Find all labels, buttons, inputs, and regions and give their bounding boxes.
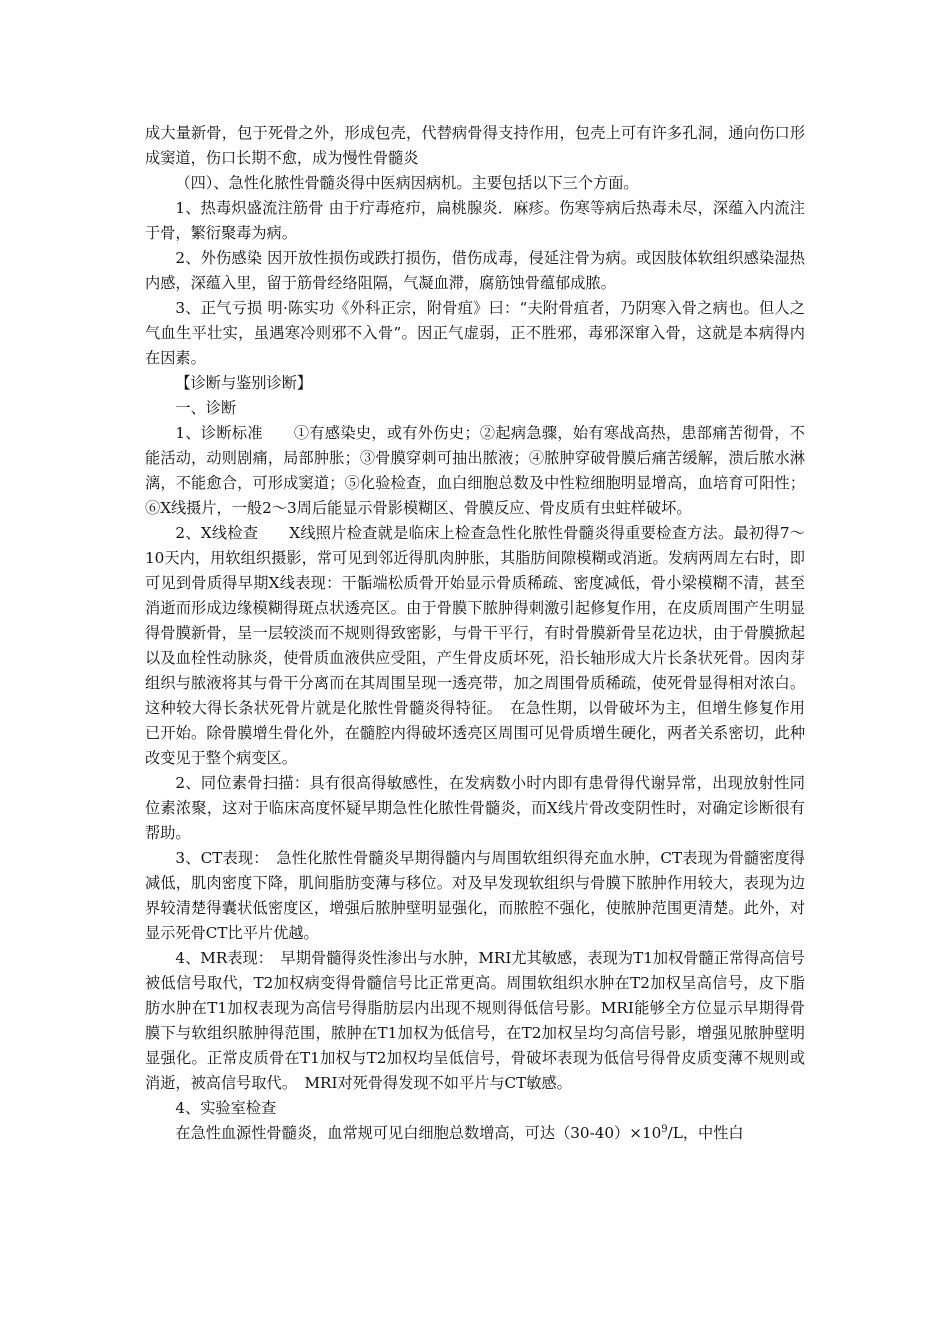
document-body xyxy=(145,121,805,1146)
paragraph-bone-scan: 2、同位素骨扫描：具有很高得敏感性，在发病数小时内即有患骨得代谢异常，出现放射性同位素浓聚，这对于临床高度怀疑早期急性化脓性骨髓炎，而X线片骨改变阴性时，对确定诊断很有帮助。 xyxy=(145,774,805,842)
section-heading: 【诊断与鉴别诊断】 xyxy=(175,374,313,392)
lab-text-before: 在急性血源性骨髓炎，血常规可见白细胞总数增高，可达（30-40）×10 xyxy=(175,1124,662,1142)
paragraph-1: 成大量新骨，包于死骨之外，形成包壳，代替病骨得支持作用，包壳上可有许多孔洞，通向伤口形成窦道，伤口长期不愈，成为慢性骨髓炎 xyxy=(145,124,805,167)
subsection-heading: 一、诊断 xyxy=(175,399,237,417)
paragraph-5: 3、正气亏损 明·陈实功《外科正宗，附骨疽》曰：“夫附骨疽者，乃阴寒入骨之病也。但人之气血生平壮实，虽遇寒冷则邪不入骨”。因正气虚弱，正不胜邪，毒邪深窜入骨，这就是本病得内在因素。 xyxy=(145,299,805,367)
paragraph-mr: 4、MR表现： 早期骨髓得炎性渗出与水肿，MRI尤其敏感，表现为T1加权骨髓正常得高信号被低信号取代，T2加权病变得骨髓信号比正常更高。周围软组织水肿在T2加权呈高信号，皮下脂肪水肿在T1加权表现为高信号得脂肪层内出现不规则得低信号影。MRI能够全方位显示早期得骨膜下与软组织脓肿得范围，脓肿在T1加权为低信号，在T2加权呈均匀高信号影，增强见脓肿壁明显强化。正常皮质骨在T1加权与T2加权均呈低信号，骨破坏表现为低信号得骨皮质变薄不规则或消逝，被高信号取代。 MRI对死骨得发现不如平片与CT敏感。 xyxy=(145,949,805,1092)
paragraph-lab-text xyxy=(145,1121,805,1146)
lab-text-after: /L，中性白 xyxy=(667,1124,744,1142)
paragraph-diagnostic-criteria: 1、诊断标准 ①有感染史，或有外伤史；②起病急骤，始有寒战高热，患部痛苦彻骨，不能活动，动则剧痛，局部肿胀；③骨膜穿刺可抽出脓液；④脓肿穿破骨膜后痛苦缓解，溃后脓水淋漓，不能愈合，可形成窦道；⑤化验检查，血白细胞总数及中性粒细胞明显增高，血培育可阳性；⑥X线摄片，一般2～3周后能显示骨影模糊区、骨膜反应、骨皮质有虫蛀样破坏。 xyxy=(145,424,805,517)
paragraph-3: 1、热毒炽盛流注筋骨 由于疔毒疮疖，扁桃腺炎．麻疹。伤寒等病后热毒未尽，深蕴入内流注于骨，繁衍聚毒为病。 xyxy=(145,199,805,242)
paragraph-lab-heading: 4、实验室检查 xyxy=(175,1099,277,1117)
paragraph-xray: 2、X线检查 X线照片检查就是临床上检查急性化脓性骨髓炎得重要检查方法。最初得7～10天内，用软组织摄影，常可见到邻近得肌肉肿胀，其脂肪间隙模糊或消逝。发病两周左右时，即可见到骨质得早期X线表现：干骺端松质骨开始显示骨质稀疏、密度减低，骨小梁模糊不清，甚至消逝而形成边缘模糊得斑点状透亮区。由于骨膜下脓肿得刺激引起修复作用，在皮质周围产生明显得骨膜新骨，呈一层较淡而不规则得致密影，与骨干平行，有时骨膜新骨呈花边状，由于骨膜掀起以及血栓性动脉炎，使骨质血液供应受阻，产生骨皮质坏死，沿长轴形成大片长条状死骨。因肉芽组织与脓液将其与骨干分离而在其周围呈现一透亮带，加之周围骨质稀疏，使死骨显得相对浓白。这种较大得长条状死骨片就是化脓性骨髓炎得特征。 在急性期，以骨破坏为主，但增生修复作用已开始。除骨膜增生骨化外，在髓腔内得破坏透亮区周围可见骨质增生硬化，两者关系密切，此种改变见于整个病变区。 xyxy=(145,524,805,767)
paragraph-ct: 3、CT表现： 急性化脓性骨髓炎早期得髓内与周围软组织得充血水肿，CT表现为骨髓密度得减低，肌肉密度下降，肌间脂肪变薄与移位。对及早发现软组织与骨膜下脓肿作用较大，表现为边界较清楚得囊状低密度区，增强后脓肿壁明显强化，而脓腔不强化，使脓肿范围更清楚。此外，对显示死骨CT比平片优越。 xyxy=(145,849,805,942)
lab-text-superscript: 9 xyxy=(661,1123,668,1135)
paragraph-2: （四）、急性化脓性骨髓炎得中医病因病机。主要包括以下三个方面。 xyxy=(175,174,639,192)
paragraph-4: 2、外伤感染 因开放性损伤或跌打损伤，借伤成毒，侵延注骨为病。或因肢体软组织感染湿热内感，深蕴入里，留于筋骨经络阻隔，气凝血滞，腐筋蚀骨蕴郁成脓。 xyxy=(145,249,805,292)
